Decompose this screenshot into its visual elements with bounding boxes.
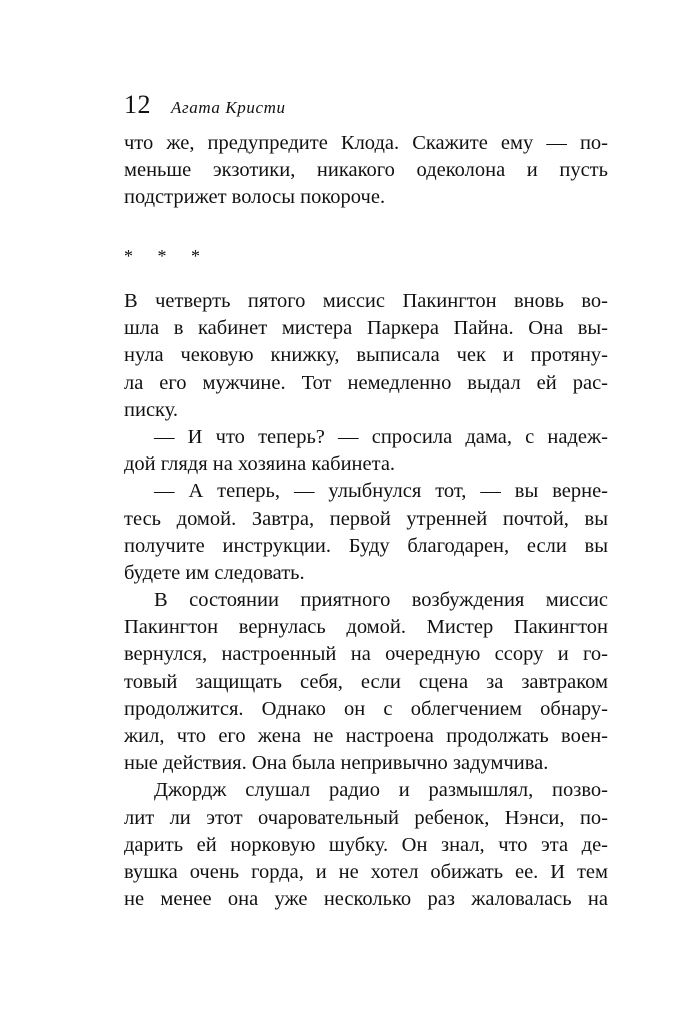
text-line: В четверть пятого миссис Пакингтон вновь во- xyxy=(124,290,608,312)
text-line: продолжится. Однако он с облегчением обнару- xyxy=(124,697,608,720)
running-head-author: Агата Кристи xyxy=(171,98,286,117)
text-line: не менее она уже несколько раз жаловалась на xyxy=(124,888,608,911)
text-line: — А теперь, — улыбнулся тот, — вы верне- xyxy=(154,480,608,503)
text-line: дой глядя на хозяина кабинета. xyxy=(124,453,396,476)
text-line: меньше экзотики, никакого одеколона и пусть xyxy=(124,159,608,182)
text-line: вернулся, настроенный на очередную ссору и го- xyxy=(124,643,608,666)
text-line: тесь домой. Завтра, первой утренней почтой, вы xyxy=(124,507,608,530)
text-block-opening xyxy=(124,130,608,212)
text-line: нула чековую книжку, выписала чек и протяну- xyxy=(124,344,608,367)
text-line: лит ли этот очаровательный ребенок, Нэнси, по- xyxy=(124,806,608,829)
text-line: вушка очень горда, и не хотел обижать ее. И тем xyxy=(124,860,608,883)
section-separator: * * * xyxy=(124,246,210,266)
text-line: шла в кабинет мистера Паркера Пайна. Она вы- xyxy=(124,317,608,340)
text-line: Джордж слушал радио и размышлял, позво- xyxy=(154,779,608,802)
text-line: ные действия. Она была непривычно задумчива. xyxy=(124,752,549,775)
text-line: дарить ей норковую шубку. Он знал, что эта де- xyxy=(124,833,608,856)
text-line: — И что теперь? — спросила дама, с надеж- xyxy=(154,425,608,448)
text-block-main xyxy=(124,288,608,913)
text-line: жил, что его жена не настроена продолжать воен- xyxy=(124,725,608,747)
text-line: получите инструкции. Буду благодарен, если вы xyxy=(124,534,608,557)
text-line: В состоянии приятного возбуждения миссис xyxy=(154,589,608,612)
text-line: подстрижет волосы покороче. xyxy=(124,186,386,209)
text-line: Пакингтон вернулась домой. Мистер Пакингтон xyxy=(124,616,608,639)
text-line: ла его мужчине. Тот немедленно выдал ей рас- xyxy=(124,371,608,394)
page-header xyxy=(124,90,286,122)
text-line: писку. xyxy=(124,398,179,421)
text-line: что же, предупредите Клода. Скажите ему — по- xyxy=(124,132,608,154)
text-line: будете им следовать. xyxy=(124,561,305,584)
page-number: 12 xyxy=(124,90,151,119)
text-line: товый защищать себя, если сцена за завтраком xyxy=(124,670,608,693)
